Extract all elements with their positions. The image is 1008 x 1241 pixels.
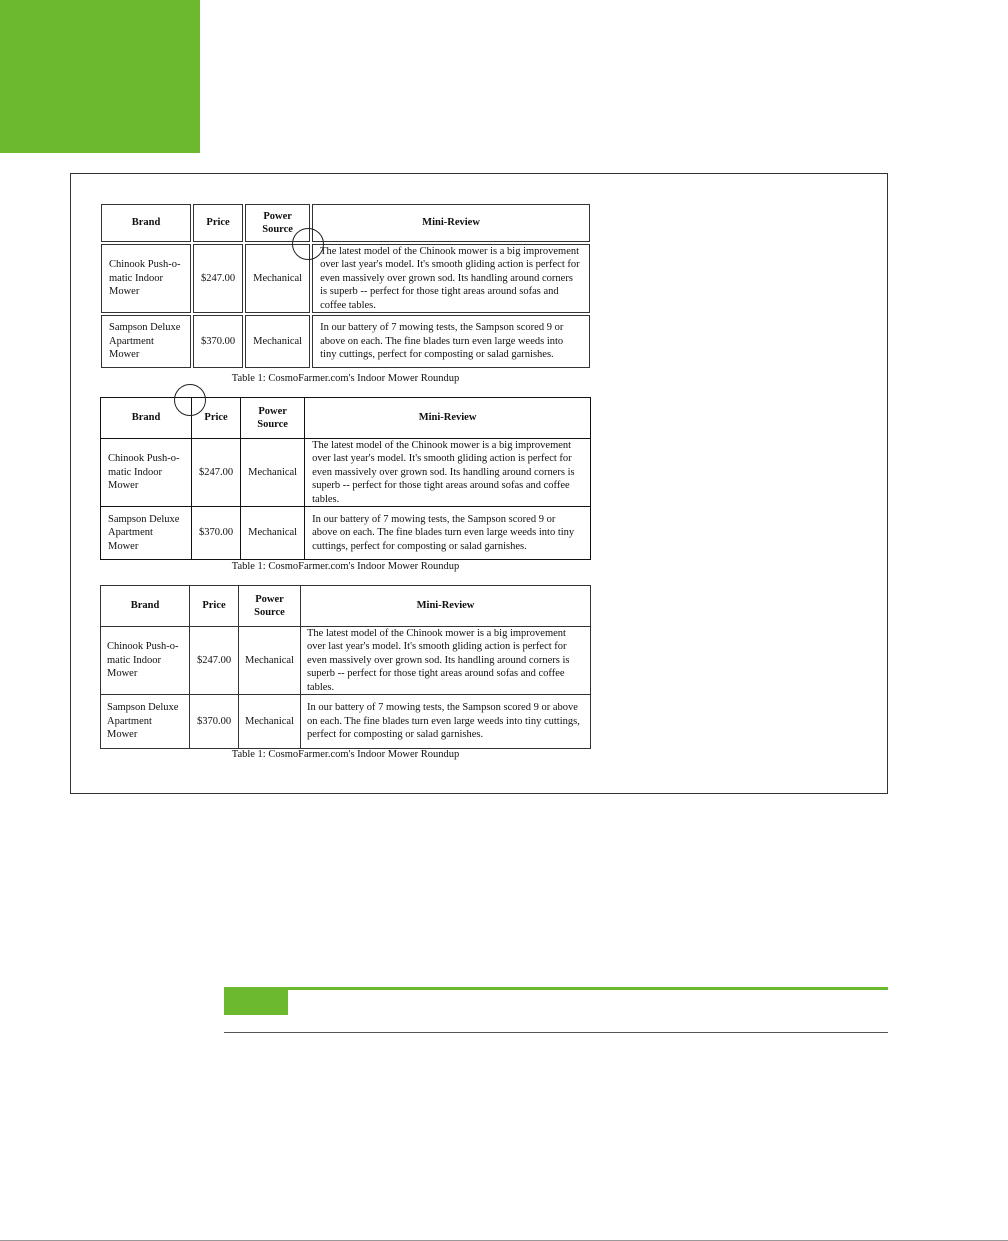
table-caption: Table 1: CosmoFarmer.com's Indoor Mower Roundup [231,561,460,572]
table-row [101,627,591,695]
table-caption: Table 1: CosmoFarmer.com's Indoor Mower Roundup [231,373,460,384]
callout-circle [292,228,324,260]
mower-table-collapsed-thin-borders [100,585,591,749]
header-mini-review: Mini-Review [305,398,591,439]
table-header-row [101,204,590,242]
cell-brand: Sampson Deluxe Apartment Mower [101,507,192,560]
cell-power-source: Mechanical [239,695,301,749]
header-mini-review: Mini-Review [301,586,591,627]
cell-price: $370.00 [192,507,241,560]
table-row [101,439,591,507]
note-top-bar [224,987,888,990]
header-brand: Brand [101,204,191,242]
cell-power-source: Mechanical [241,439,305,507]
chapter-color-block [0,0,200,153]
cell-brand: Chinook Push-o-matic Indoor Mower [101,627,190,695]
header-power-source: Power Source [239,586,301,627]
cell-price: $247.00 [193,244,243,313]
cell-power-source: Mechanical [239,627,301,695]
cell-brand: Sampson Deluxe Apartment Mower [101,315,191,368]
table-header-row [101,586,591,627]
cell-power-source: Mechanical [245,244,310,313]
table-row [101,315,590,368]
header-brand: Brand [101,586,190,627]
cell-mini-review: The latest model of the Chinook mower is a big improvement over last year's model. It's smooth gliding action is perfect for even massively over grown sod. Its handling around corners is superb -- perfect for those tight areas around sofas and coffee tables. [305,439,591,507]
cell-brand: Chinook Push-o-matic Indoor Mower [101,244,191,313]
table-row [101,244,590,313]
table-row [101,507,591,560]
header-brand: Brand [101,398,192,439]
header-price: Price [192,398,241,439]
cell-mini-review: In our battery of 7 mowing tests, the Sampson scored 9 or above on each. The fine blades turn even large weeds into tiny cuttings, perfect for composting or salad garnishes. [301,695,591,749]
cell-price: $247.00 [192,439,241,507]
cell-price: $247.00 [190,627,239,695]
note-tab [224,990,288,1015]
note-bottom-rule [224,1032,888,1033]
mower-table-collapsed-heavy-borders [100,397,591,560]
cell-brand: Chinook Push-o-matic Indoor Mower [101,439,192,507]
cell-power-source: Mechanical [241,507,305,560]
cell-price: $370.00 [190,695,239,749]
callout-circle [174,384,206,416]
header-power-source: Power Source [241,398,305,439]
cell-mini-review: In our battery of 7 mowing tests, the Sampson scored 9 or above on each. The fine blades turn even large weeds into tiny cuttings, perfect for composting or salad garnishes. [305,507,591,560]
header-price: Price [190,586,239,627]
header-mini-review: Mini-Review [312,204,590,242]
cell-mini-review: The latest model of the Chinook mower is a big improvement over last year's model. It's smooth gliding action is perfect for even massively over grown sod. Its handling around corners is superb -- perfect for those tight areas around sofas and coffee tables. [312,244,590,313]
table-caption: Table 1: CosmoFarmer.com's Indoor Mower Roundup [231,749,460,760]
cell-mini-review: In our battery of 7 mowing tests, the Sampson scored 9 or above on each. The fine blades turn even large weeds into tiny cuttings, perfect for composting or salad garnishes. [312,315,590,368]
header-power-source: Power Source [245,204,310,242]
cell-power-source: Mechanical [245,315,310,368]
table-row [101,695,591,749]
cell-brand: Sampson Deluxe Apartment Mower [101,695,190,749]
header-price: Price [193,204,243,242]
mower-table-separated-borders [99,202,592,370]
cell-price: $370.00 [193,315,243,368]
cell-mini-review: The latest model of the Chinook mower is a big improvement over last year's model. It's smooth gliding action is perfect for even massively over grown sod. Its handling around corners is superb -- perfect for those tight areas around sofas and coffee tables. [301,627,591,695]
